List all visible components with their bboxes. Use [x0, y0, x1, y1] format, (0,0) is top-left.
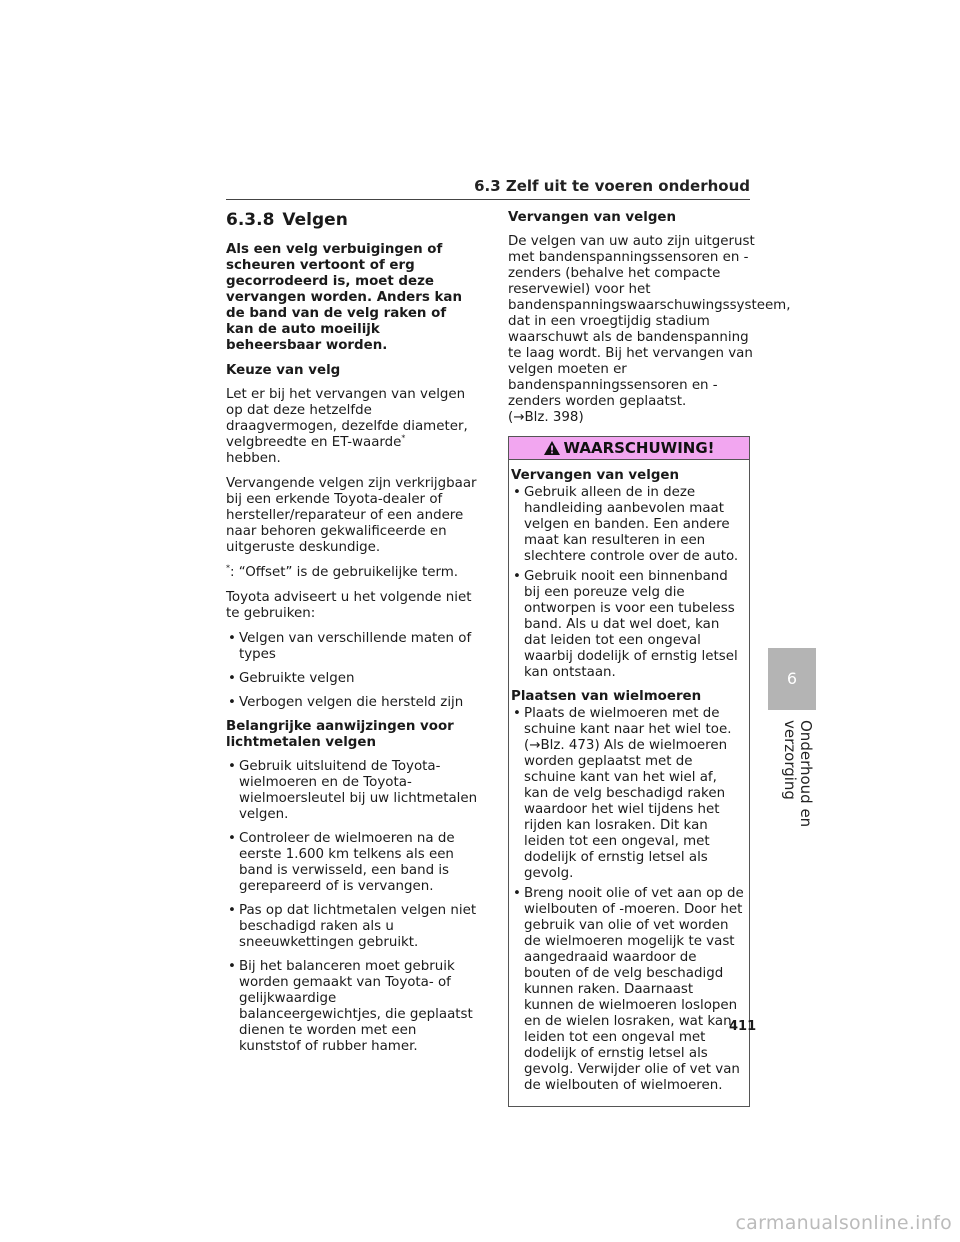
warning-box	[508, 436, 750, 1107]
warning-list-2	[511, 706, 745, 1094]
watermark: carmanualsonline.info	[735, 1212, 952, 1234]
page-reference: (→Blz. 398)	[508, 410, 584, 425]
section-number: 6.3.8	[226, 210, 275, 230]
list-item: • Gebruikte velgen	[226, 671, 478, 687]
footnote-ref: *	[401, 433, 406, 443]
replace-text: De velgen van uw auto zijn uitgerust met bandenspanningssensoren en -zenders (behalve het compacte reservewiel) voor het bandenspanningswaarschuwingssysteem, dat in een vroegtijdig stadium waarschuwt als de bandenspanning te laag wordt. Bij het vervangen van velgen moeten er bandenspanningssensoren en -zenders worden geplaatst.	[508, 234, 791, 409]
keuze-paragraph-1	[226, 387, 478, 467]
footnote	[226, 565, 478, 581]
list-item: • Breng nooit olie of vet aan op de wielbouten of -moeren. Door het gebruik van olie of vet worden de wielmoeren mogelijk te vast aangedraaid waardoor de bouten of de velg beschadigd kunnen raken. Daarnaast kunnen de wielmoeren loslopen en de wielen losraken, wat kan leiden tot een ongeval met dodelijk of ernstig letsel als gevolg. Verwijder olie of vet van de wielbouten of wielmoeren.	[511, 886, 745, 1094]
chapter-number: 6	[786, 669, 798, 688]
warning-header	[509, 437, 749, 460]
list-item: • Gebruik alleen de in deze handleiding aanbevolen maat velgen en banden. Een andere maat kan resulteren in een slechtere controle over de auto.	[511, 485, 745, 565]
warning-triangle-icon	[543, 440, 561, 456]
advice-list	[226, 631, 478, 711]
header-divider	[226, 199, 750, 200]
section-title: Velgen	[282, 210, 348, 230]
list-item: • Bij het balanceren moet gebruik worden gemaakt van Toyota- of gelijkwaardige balanceergewichtjes, die geplaatst dienen te worden met een kunststof of rubber hamer.	[226, 959, 478, 1055]
advice-intro: Toyota adviseert u het volgende niet te gebruiken:	[226, 590, 472, 621]
section-heading	[226, 210, 478, 230]
chapter-label: Onderhoud en verzorging	[781, 720, 815, 828]
left-column	[226, 210, 478, 1063]
alloy-list	[226, 759, 478, 1055]
list-item: • Gebruik uitsluitend de Toyota-wielmoeren en de Toyota-wielmoersleutel bij uw lichtmetalen velgen.	[226, 759, 478, 823]
keuze-paragraph-2: Vervangende velgen zijn verkrijgbaar bij een erkende Toyota-dealer of hersteller/reparateur of een andere naar behoren gekwalificeerde en uitgeruste deskundige.	[226, 476, 477, 555]
lead-paragraph: Als een velg verbuigingen of scheuren vertoont of erg gecorrodeerd is, moet deze vervangen worden. Anders kan de band van de velg raken of kan de auto moeilijk beheersbaar worden.	[226, 242, 462, 353]
warning-title: WAARSCHUWING!	[563, 439, 715, 457]
alloy-heading: Belangrijke aanwijzingen voor lichtmetalen velgen	[226, 719, 454, 750]
list-item: • Plaats de wielmoeren met de schuine kant naar het wiel toe. (→Blz. 473) Als de wielmoeren worden geplaatst met de schuine kant van het wiel af, kan de velg beschadigd raken waardoor het wiel tijdens het rijden kan losraken. Dit kan leiden tot een ongeval, met dodelijk of ernstig letsel als gevolg.	[511, 706, 745, 882]
list-item: • Gebruik nooit een binnenband bij een poreuze velg die ontworpen is voor een tubeless band. Als u dat wel doet, kan dat leiden tot een ongeval waarbij dodelijk of ernstig letsel kan ontstaan.	[511, 569, 745, 681]
running-header: 6.3 Zelf uit te voeren onderhoud	[474, 177, 750, 195]
replace-paragraph	[508, 234, 791, 426]
keuze-text: Let er bij het vervangen van velgen op dat deze hetzelfde draagvermogen, dezelfde diameter, velgbreedte en ET-waarde	[226, 387, 468, 450]
list-item: • Pas op dat lichtmetalen velgen niet beschadigd raken als u sneeuwkettingen gebruikt.	[226, 903, 478, 951]
footnote-text: : “Offset” is de gebruikelijke term.	[230, 565, 459, 580]
list-item: • Velgen van verschillende maten of types	[226, 631, 478, 663]
footnote-marker: *	[226, 563, 230, 573]
warning-list-1	[511, 485, 745, 681]
list-item: • Verbogen velgen die hersteld zijn	[226, 695, 478, 711]
list-item: • Controleer de wielmoeren na de eerste 1.600 km telkens als een band is verwisseld, een band is gerepareerd of is vervangen.	[226, 831, 478, 895]
page-number: 411	[729, 1019, 757, 1034]
warning-body	[509, 460, 749, 1106]
warning-subheading-2: Plaatsen van wielmoeren	[511, 689, 702, 704]
chapter-tab	[768, 648, 816, 710]
keuze-text-end: hebben.	[226, 451, 281, 466]
warning-subheading-1: Vervangen van velgen	[511, 468, 680, 483]
replace-heading: Vervangen van velgen	[508, 210, 677, 225]
keuze-heading: Keuze van velg	[226, 363, 341, 378]
right-column	[508, 210, 791, 1107]
